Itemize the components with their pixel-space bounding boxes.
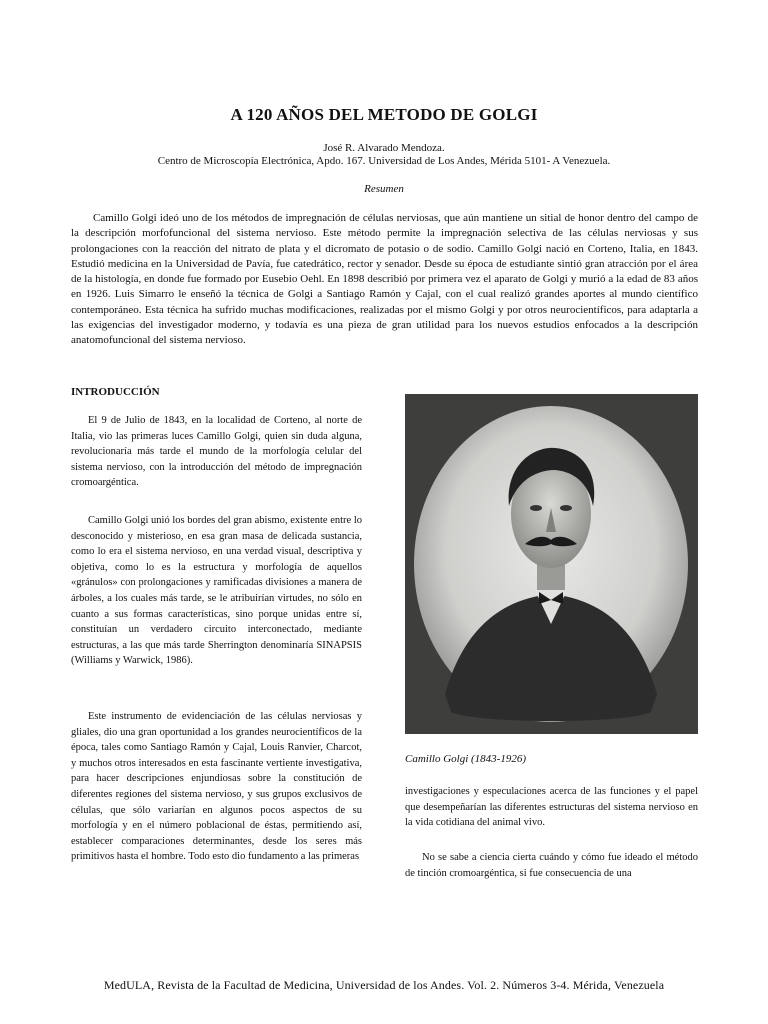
journal-footer: MedULA, Revista de la Facultad de Medicina, Universidad de los Andes. Vol. 2. Números 3-4. Mérida, Venezuela	[103, 978, 665, 992]
author-name: José R. Alvarado Mendoza.	[323, 142, 445, 154]
section-heading-introduccion: INTRODUCCIÓN	[71, 386, 160, 398]
body-paragraph: Camillo Golgi unió los bordes del gran abismo, existente entre lo desconocido y misterioso, en esa gran masa de delicada sustancia, como lo era el sistema nervioso, en una verdad visual, descriptiva y objetiva, como lo es la estructura y morfología de aquellos «gránulos» con prolongaciones y ramificadas divisiones a manera de árboles, a los cuales más tarde, se le atribuirían virtudes, no sólo en cuanto a sus formas características, sino porque unidas entre sí, constituían un verdadero circuito interconectado, mediante estructuras, a las que más tarde Sherrington denominaría SINAPSIS (Williams y Warwick, 1986).	[71, 515, 362, 667]
figure-caption: Camillo Golgi (1843-1926)	[405, 753, 526, 765]
portrait-illustration	[405, 394, 698, 734]
body-paragraph: Este instrumento de evidenciación de las células nerviosas y gliales, dio una gran oportunidad a los grandes neurocientíficos de la época, tales como Santiago Ramón y Cajal, Louis Ranvier, Charcot, y muchos otros interesados en esta fascinante vertiente investigativa, para hacer descripciones enjundiosas sobre la constitución de diferentes regiones del sistema nervioso, y sus grupos exclusivos de células, que sólo variarían en algunos pocos aspectos de su morfología y en el número poblacional de éstas, permitiendo así, establecer comparaciones determinantes, desde los seres más primitivos hasta el hombre. Todo esto dio fundamento a las primeras	[71, 711, 362, 863]
body-paragraph: El 9 de Julio de 1843, en la localidad de Corteno, al norte de Italia, vio las primeras luces Camillo Golgi, quien sin duda alguna, revolucionaría más tarde el mundo de la morfología celular del sistema nervioso, con la introducción del método de impregnación cromoargéntica.	[71, 415, 362, 489]
portrait-photo	[405, 394, 698, 734]
body-paragraph: investigaciones y especulaciones acerca de las funciones y el papel que desempeñarían las diferentes estructuras del sistema nervioso en la vida cotidiana del animal vivo.	[405, 786, 698, 829]
abstract-heading: Resumen	[364, 183, 404, 195]
body-paragraph: No se sabe a ciencia cierta cuándo y cómo fue ideado el método de tinción cromoargéntica, si fue consecuencia de una	[405, 852, 698, 879]
author-affiliation: Centro de Microscopía Electrónica, Apdo. 167. Universidad de Los Andes, Mérida 5101- A Venezuela.	[157, 155, 611, 167]
abstract-text: Camillo Golgi ideó uno de los métodos de impregnación de células nerviosas, que aún mantiene un sitial de honor dentro del campo de la descripción morfofuncional del sistema nervioso. Este método permite la impregnación selectiva de las células nerviosas y sus prolongaciones con la reacción del nitrato de plata y el dicromato de potasio o de sodio. Camillo Golgi nació en Corteno, Italia, en 1843. Estudió medicina en la Universidad de Pavía, fue catedrático, rector y senador. Desde su época de estudiante sintió gran atracción por el área de la histología, en donde fue formado por Eusebio Oehl. En 1898 describió por primera vez el aparato de Golgi y murió a la edad de 83 años en 1926. Luis Simarro le enseñó la técnica de Golgi a Santiago Ramón y Cajal, con el cual realizó grandes aportes al mundo científico contemporáneo. Esta técnica ha sufrido muchas modificaciones, realizadas por el mismo Golgi y por otros neurocientíficos, para adaptarla a las exigencias del investigador moderno, y todavía es una pieza de gran utilidad para los nuevos estudios enfocados a la descripción anatomofuncional del sistema nervioso.	[71, 212, 698, 347]
paper-title: A 120 AÑOS DEL METODO DE GOLGI	[230, 105, 538, 124]
